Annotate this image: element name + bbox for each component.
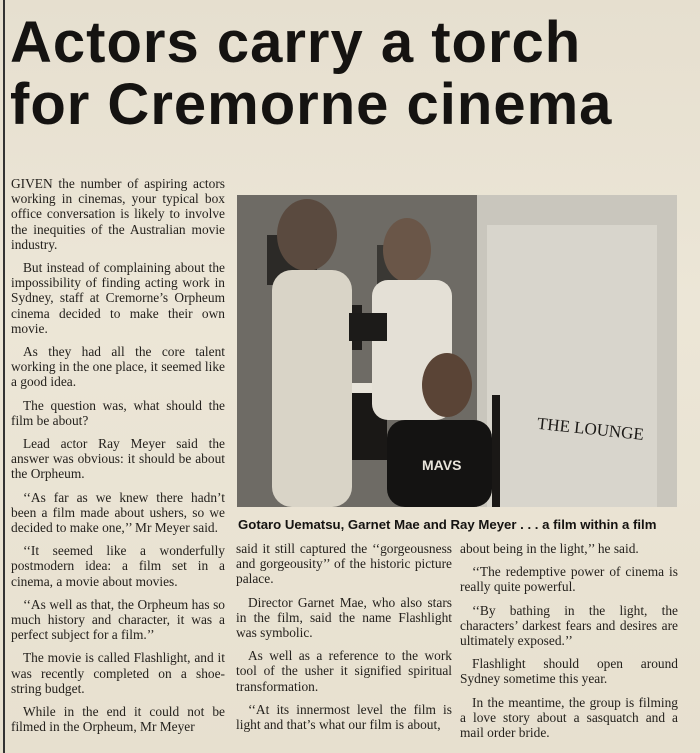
headline-line-1: Actors carry a torch: [10, 10, 582, 75]
shirt-text: MAVS: [422, 457, 462, 473]
paragraph: ‘‘By bathing in the light, the characters’ darkest fears and desires are ultimately exposed.’’: [460, 602, 678, 649]
headline-line-2: for Cremorne cinema: [10, 72, 613, 137]
paragraph: ‘‘It seemed like a wonderfully postmodern idea: a film set in a cinema, a movie about movies.: [11, 543, 225, 589]
paragraph: As well as a reference to the work tool of the usher it signified spiritual transformation.: [236, 648, 452, 694]
paragraph: ‘‘The redemptive power of cinema is really quite powerful.: [460, 564, 678, 595]
lounge-sign: THE LOUNGE: [536, 413, 645, 444]
article-column-1: [11, 176, 225, 743]
paragraph: Flashlight should open around Sydney sometime this year.: [460, 656, 678, 687]
paragraph: ‘‘At its innermost level the film is light and that’s what our film is about,: [236, 701, 452, 733]
paragraph: While in the end it could not be filmed in the Orpheum, Mr Meyer: [11, 704, 225, 735]
paragraph: In the meantime, the group is filming a love story about a sasquatch and a mail order bride.: [460, 694, 678, 741]
paragraph: Lead actor Ray Meyer said the answer was obvious: it should be about the Orpheum.: [11, 436, 225, 482]
paragraph: The movie is called Flashlight, and it was recently completed on a shoe-string budget.: [11, 650, 225, 696]
photo-caption: Gotaro Uematsu, Garnet Mae and Ray Meyer . . . a film within a film: [238, 517, 657, 532]
paragraph: ‘‘As far as we knew there hadn’t been a film made about ushers, so we decided to make one,’’ Mr Meyer said.: [11, 489, 225, 536]
paragraph: said it still captured the ‘‘gorgeousness and gorgeousity’’ of the historic picture palace.: [236, 541, 452, 587]
headline: [10, 12, 694, 136]
photo-illustration: [237, 195, 677, 507]
paragraph: But instead of complaining about the impossibility of finding acting work in Sydney, staff at Cremorne’s Orpheum cinema decided to make their own movie.: [11, 260, 225, 336]
paragraph: GIVEN the number of aspiring actors working in cinemas, your typical box office conversation is likely to involve the inequities of the Australian movie industry.: [11, 176, 225, 252]
paragraph: The question was, what should the film be about?: [11, 397, 225, 428]
paragraph: ‘‘As well as that, the Orpheum has so much history and character, it was a perfect subject for a film.’’: [11, 596, 225, 643]
article-photo: [237, 195, 677, 507]
article-column-3: [460, 541, 678, 748]
article-column-2: [236, 541, 452, 740]
paragraph: As they had all the core talent working in the one place, it seemed like a good idea.: [11, 344, 225, 390]
column-rule: [3, 0, 5, 753]
paragraph: Director Garnet Mae, who also stars in the film, said the name Flashlight was symbolic.: [236, 594, 452, 641]
paragraph: about being in the light,’’ he said.: [460, 541, 639, 556]
